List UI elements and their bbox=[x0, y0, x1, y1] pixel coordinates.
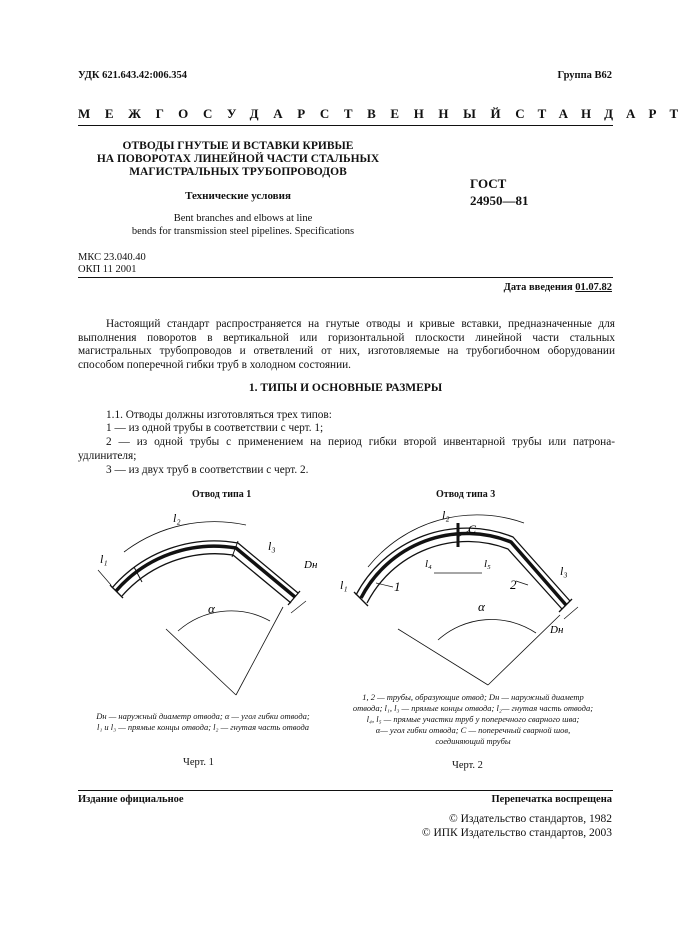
fig1-alpha-arc bbox=[178, 611, 270, 631]
fig2-label-l2: l₂ bbox=[442, 508, 450, 522]
type-2-item: 2 — из одной трубы с применением на период гибки второй инвентарной трубы или патрона-удлинителя; bbox=[78, 436, 615, 462]
copyright-block bbox=[422, 812, 612, 840]
intro-paragraph: Настоящий стандарт распространяется на гнутые отводы и кривые вставки, предназначенные для выполнения поворотов в вертикальной или горизонтальной плоскости линейной части стальных магистральных трубопроводов и ответвлений от них, изготовляемые на трубогибочном оборудовании способом поперечной гибки труб в холодном состоянии. bbox=[78, 318, 615, 371]
fig2-axis-left bbox=[398, 629, 488, 685]
fig1-ext-2 bbox=[291, 601, 306, 613]
clause-1-1: 1.1. Отводы должны изготовляться трех типов: bbox=[106, 409, 332, 421]
fig2-pipe-wall-2 bbox=[361, 533, 566, 605]
okp-code: ОКП 11 2001 bbox=[78, 264, 137, 275]
fig2-caption-line-5: соединяющий трубы bbox=[435, 736, 511, 746]
top-rule bbox=[78, 125, 613, 126]
fig2-caption-line-4: α— угол гибки отвода; C — поперечный сварной шов, bbox=[375, 725, 571, 735]
title-line-3: МАГИСТРАЛЬНЫХ ТРУБОПРОВОДОВ bbox=[129, 166, 347, 178]
date-label: Дата введения bbox=[503, 282, 573, 293]
fig2-label-1: 1 bbox=[394, 579, 401, 594]
subtitle-ru: Технические условия bbox=[185, 190, 291, 202]
fig2-caption-line-2: отвода; l₁, l₃ — прямые концы отвода; l₂— гнутая часть отвода; bbox=[352, 703, 594, 713]
fig2-caption-line-1: 1, 2 — трубы, образующие отвод; Dн — наружный диаметр bbox=[362, 692, 584, 702]
reprint-prohibited: Перепечатка воспрещена bbox=[491, 794, 612, 805]
section-heading: 1. ТИПЫ И ОСНОВНЫЕ РАЗМЕРЫ bbox=[248, 382, 443, 394]
interstate-word-2: СТАНДАРТ bbox=[515, 106, 691, 121]
subtitle-en-line-2: bends for transmission steel pipelines. Specifications bbox=[131, 226, 355, 237]
figure-1-heading: Отвод типа 1 bbox=[192, 489, 252, 500]
fig2-ext-dn bbox=[564, 607, 578, 619]
figure-2-heading: Отвод типа 3 bbox=[436, 489, 496, 500]
fig2-end-left bbox=[354, 592, 368, 606]
fig2-label-alpha: α bbox=[478, 599, 485, 614]
udk-code: УДК 621.643.42:006.354 bbox=[78, 70, 187, 81]
fig1-label-alpha: α bbox=[208, 601, 215, 616]
fig2-caption-line-3: l₄, l₅ — прямые участки труб у поперечного сварного шва; bbox=[366, 714, 580, 724]
gost-label: ГОСТ bbox=[470, 176, 507, 191]
copyright-1982: © Издательство стандартов, 1982 bbox=[448, 813, 612, 825]
fig2-label-l5: l₅ bbox=[484, 558, 491, 570]
figure-1-caption bbox=[78, 711, 328, 733]
type-1-item: 1 — из одной трубы в соответствии с черт. 1; bbox=[106, 422, 324, 434]
fig2-label-2: 2 bbox=[510, 577, 517, 592]
fig1-caption-line-2: l₁ и l₃ — прямые концы отвода; l₂ — гнутая часть отвода bbox=[96, 722, 310, 732]
fig1-label-l2: l₂ bbox=[173, 511, 181, 525]
group-code: Группа В62 bbox=[557, 70, 612, 81]
copyright-2003: © ИПК Издательство стандартов, 2003 bbox=[421, 827, 612, 839]
interstate-word-1: МЕЖГОСУДАРСТВЕННЫЙ bbox=[78, 106, 516, 121]
title-line-1: ОТВОДЫ ГНУТЫЕ И ВСТАВКИ КРИВЫЕ bbox=[122, 140, 354, 152]
figure-2-number: Черт. 2 bbox=[452, 760, 483, 771]
fig2-label-dn: Dн bbox=[550, 624, 564, 636]
fig1-label-l3: l₃ bbox=[268, 539, 276, 553]
fig2-label-c: C bbox=[468, 522, 477, 536]
fig1-pipe-inner bbox=[122, 554, 291, 603]
fig1-axis-left bbox=[166, 629, 236, 695]
codes-rule bbox=[78, 277, 613, 278]
fig1-label-l1: l₁ bbox=[100, 552, 108, 566]
fig2-label-l3: l₃ bbox=[560, 564, 568, 578]
fig2-pipe-inner bbox=[367, 542, 562, 609]
interstate-standard-banner bbox=[78, 106, 691, 122]
mks-code: МКС 23.040.40 bbox=[78, 252, 146, 263]
footer-rule bbox=[78, 790, 613, 791]
fig1-caption-line-1: Dн — наружный диаметр отвода; α — угол гибки отвода; bbox=[96, 711, 310, 721]
subtitle-en bbox=[78, 212, 408, 238]
subtitle-en-line-1: Bent branches and elbows at line bbox=[173, 213, 313, 224]
figure-1-drawing bbox=[78, 505, 338, 700]
fig1-label-dn: Dн bbox=[304, 559, 318, 571]
figure-1-number: Черт. 1 bbox=[183, 757, 214, 768]
fig2-alpha-arc bbox=[438, 619, 536, 640]
fig2-leader-2 bbox=[516, 581, 528, 585]
figure-2-drawing bbox=[338, 505, 613, 690]
gost-code: 24950—81 bbox=[470, 193, 529, 208]
type-3-item: 3 — из двух труб в соответствии с черт. 2. bbox=[106, 464, 309, 476]
date-value: 01.07.82 bbox=[575, 282, 612, 293]
classification-codes bbox=[78, 252, 146, 276]
introduction-date bbox=[504, 282, 612, 293]
fig1-ext-1 bbox=[98, 570, 111, 585]
title-line-2: НА ПОВОРОТАХ ЛИНЕЙНОЙ ЧАСТИ СТАЛЬНЫХ bbox=[96, 153, 380, 165]
official-edition: Издание официальное bbox=[78, 794, 184, 805]
fig2-label-l1: l₁ bbox=[340, 578, 348, 592]
document-title bbox=[78, 140, 398, 179]
fig1-axis-right bbox=[236, 607, 283, 695]
gost-number bbox=[470, 175, 529, 209]
fig2-label-l4: l₄ bbox=[425, 558, 432, 570]
figure-2-caption bbox=[328, 692, 618, 747]
